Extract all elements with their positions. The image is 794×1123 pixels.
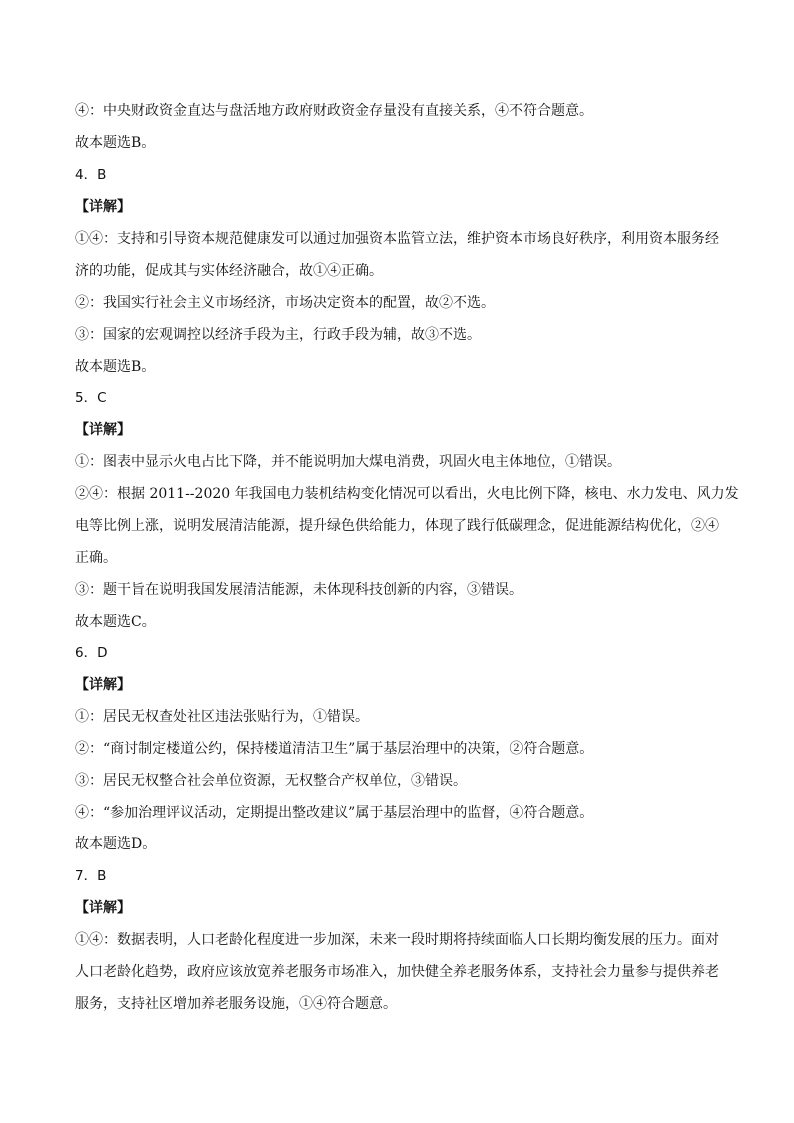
explanation-heading: 【详解】 (75, 422, 131, 438)
conclusion-line: 故本题选B。 (75, 135, 156, 151)
explanation-line: 电等比例上涨，说明发展清洁能源，提升绿色供给能力，体现了践行低碳理念，促进能源结构优化，②④ (75, 518, 719, 534)
explanation-line: ③：国家的宏观调控以经济手段为主，行政手段为辅，故③不选。 (75, 327, 481, 343)
explanation-line: ③：居民无权整合社会单位资源，无权整合产权单位，③错误。 (75, 773, 467, 789)
explanation-line: ②④：根据 2011--2020 年我国电力装机结构变化情况可以看出，火电比例下降，核电、水力发电、风力发 (75, 486, 739, 502)
explanation-line: ②：“商讨制定楼道公约，保持楼道清洁卫生”属于基层治理中的决策，②符合题意。 (75, 741, 594, 757)
explanation-line: ①：居民无权查处社区违法张贴行为，①错误。 (75, 709, 369, 725)
explanation-line: ④：“参加治理评议活动，定期提出整改建议”属于基层治理中的监督，④符合题意。 (75, 805, 594, 821)
explanation-heading: 【详解】 (75, 199, 131, 215)
explanation-heading: 【详解】 (75, 677, 131, 693)
explanation-heading: 【详解】 (75, 900, 131, 916)
conclusion-line: 故本题选B。 (75, 359, 156, 375)
conclusion-line: 故本题选C。 (75, 614, 156, 630)
explanation-line: ④：中央财政资金直达与盘活地方政府财政资金存量没有直接关系，④不符合题意。 (75, 103, 593, 119)
question-answer: 5．C (75, 390, 107, 406)
explanation-line: 济的功能，促成其与实体经济融合，故①④正确。 (75, 263, 383, 279)
explanation-line: ①：图表中显示火电占比下降，并不能说明加大煤电消费，巩固火电主体地位，①错误。 (75, 454, 621, 470)
question-answer: 6．D (75, 645, 108, 661)
explanation-line: ③：题干旨在说明我国发展清洁能源，未体现科技创新的内容，③错误。 (75, 582, 523, 598)
explanation-line: 服务，支持社区增加养老服务设施，①④符合题意。 (75, 996, 397, 1012)
explanation-line: ①④：数据表明，人口老龄化程度进一步加深，未来一段时期将持续面临人口长期均衡发展的压力。面对 (75, 932, 719, 948)
explanation-line: ①④：支持和引导资本规范健康发可以通过加强资本监管立法，维护资本市场良好秩序，利用资本服务经 (75, 231, 719, 247)
explanation-line: ②：我国实行社会主义市场经济，市场决定资本的配置，故②不选。 (75, 295, 495, 311)
question-answer: 4．B (75, 167, 107, 183)
conclusion-line: 故本题选D。 (75, 836, 157, 852)
explanation-line: 人口老龄化趋势，政府应该放宽养老服务市场准入，加快健全养老服务体系，支持社会力量参与提供养老 (75, 964, 719, 980)
explanation-line: 正确。 (75, 550, 117, 566)
question-answer: 7．B (75, 868, 107, 884)
